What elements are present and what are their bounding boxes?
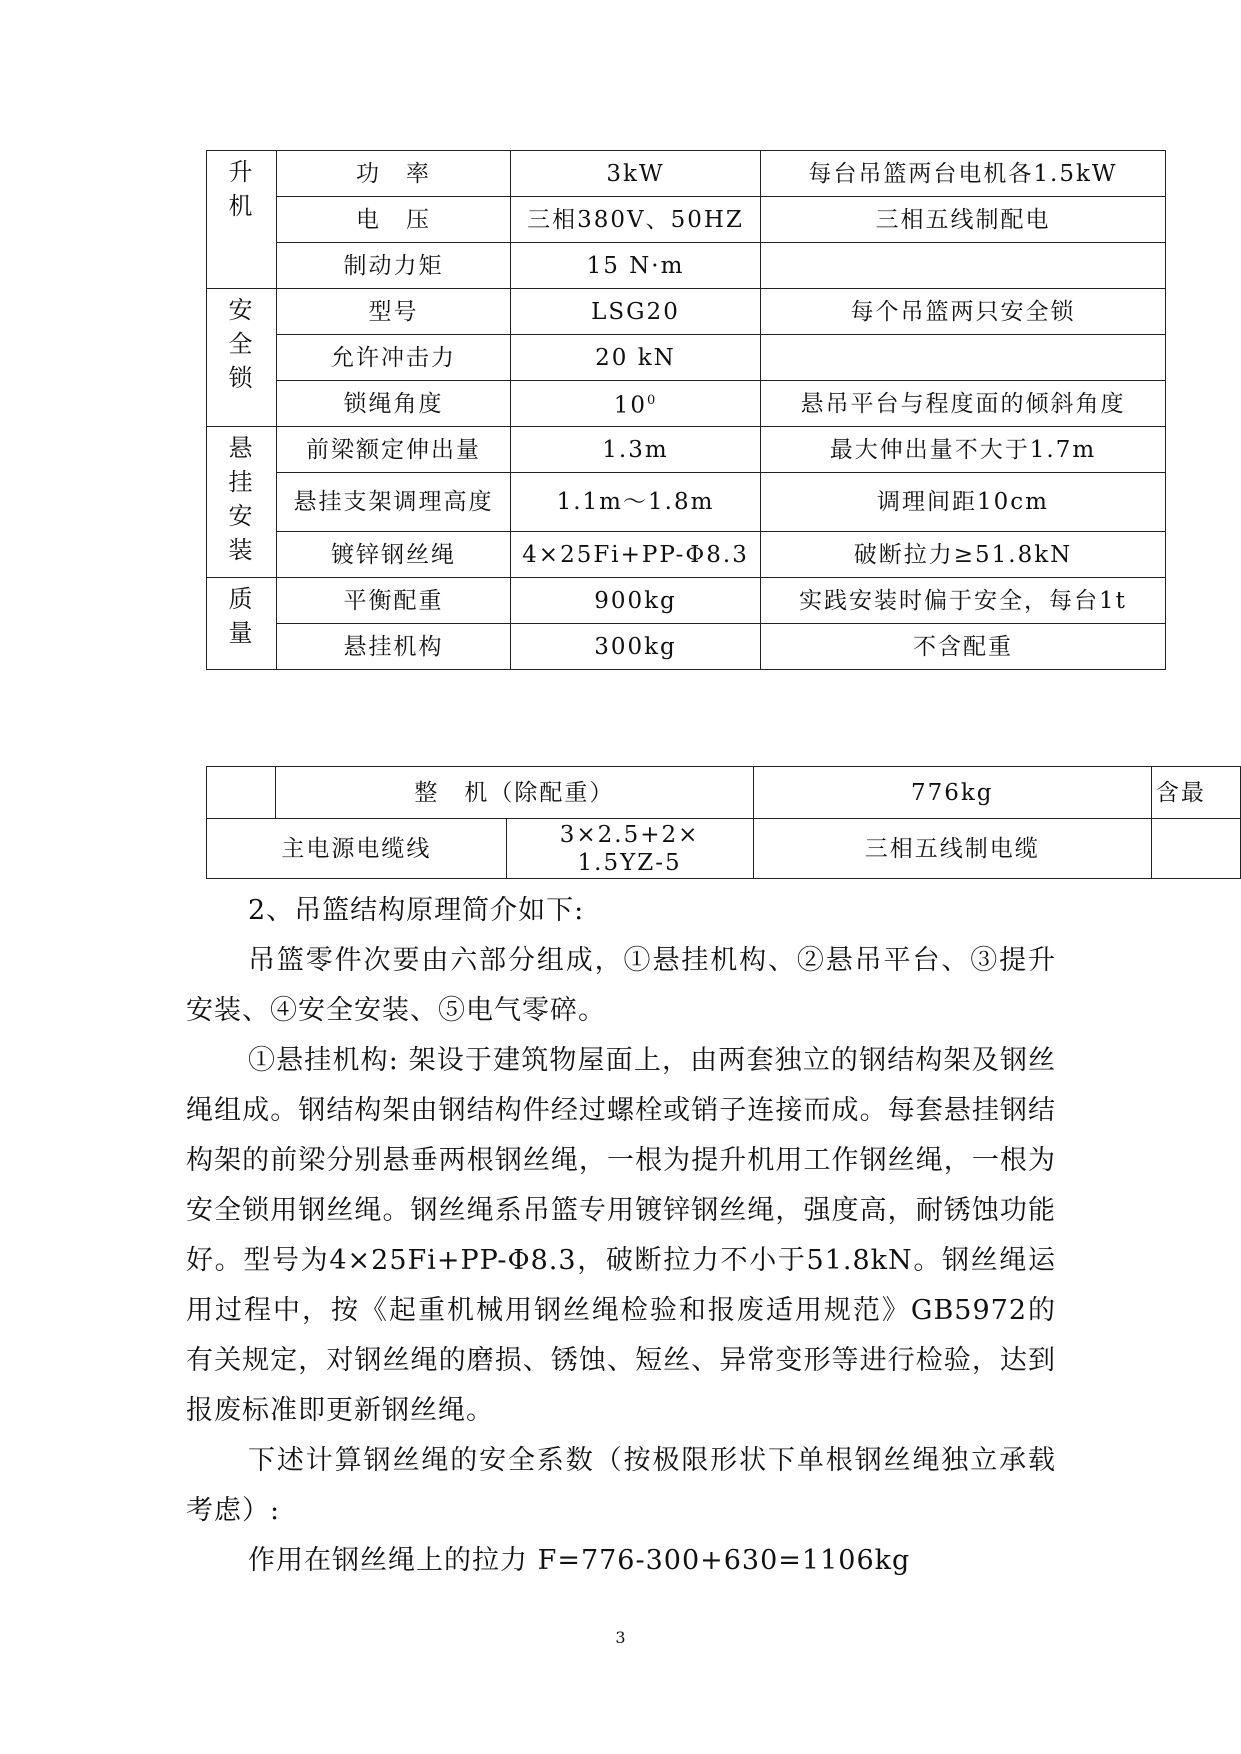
spec-value-text: 4×25Fi+PP-Φ8.3 bbox=[522, 541, 749, 568]
body-text bbox=[186, 886, 1056, 1586]
spec-value-cell bbox=[511, 427, 761, 473]
degree-superscript: 0 bbox=[647, 393, 658, 409]
spec-row bbox=[207, 578, 1166, 624]
paragraph: 作用在钢丝绳上的拉力 F=776-300+630=1106kg bbox=[248, 1545, 911, 1576]
paragraph: ①悬挂机构: 架设于建筑物屋面上，由两套独立的钢结构架及钢丝绳组成。钢结构架由钢结构件经过螺栓或销子连接而成。每套悬挂钢结构架的前梁分别悬垂两根钢丝绳，一根为提升机用工作钢丝绳，一根为安全锁用钢丝绳。钢丝绳系吊篮专用镀锌钢丝绳，强度高，耐锈蚀功能好。型号为4×25Fi+PP-Φ8.3，破断拉力不小于51.8kN。钢丝绳运用过程中，按《起重机械用钢丝绳检验和报废适用规范》GB5972的有关规定，对钢丝绳的磨损、锈蚀、短丝、异常变形等进行检验，达到报废标准即更新钢丝绳。 bbox=[186, 1045, 1056, 1426]
spec-value-text: 3kW bbox=[606, 160, 665, 187]
extra-value-cell: 776kg bbox=[753, 767, 1151, 819]
spec-row bbox=[207, 197, 1166, 243]
spec-note-cell: 三相五线制配电 bbox=[761, 197, 1166, 243]
paragraph: 吊篮零件次要由六部分组成，①悬挂机构、②悬吊平台、③提升安装、④安全安装、⑤电气零碎。 bbox=[186, 945, 1056, 1026]
spec-table-body bbox=[207, 151, 1166, 670]
spec-value-cell bbox=[511, 473, 761, 532]
extra-note-cell: 三相五线制电缆 bbox=[753, 819, 1151, 879]
spec-item-cell: 锁绳角度 bbox=[277, 381, 511, 427]
spec-note-cell: 悬吊平台与程度面的倾斜角度 bbox=[761, 381, 1166, 427]
spec-value-cell bbox=[511, 289, 761, 335]
spec-row bbox=[207, 151, 1166, 197]
spec-item-cell: 电 压 bbox=[277, 197, 511, 243]
spec-item-cell: 悬挂支架调理高度 bbox=[277, 473, 511, 532]
spec-item-cell: 型号 bbox=[277, 289, 511, 335]
extra-table bbox=[206, 766, 1241, 879]
spec-value-text: 10 bbox=[613, 392, 647, 419]
spec-value-text: 三相380V、50HZ bbox=[527, 206, 744, 233]
extra-note-cell: 含最 bbox=[1151, 767, 1240, 819]
extra-item-cell: 整 机（除配重） bbox=[276, 767, 753, 819]
spec-value-cell bbox=[511, 151, 761, 197]
spec-value-text: 300kg bbox=[594, 633, 677, 660]
spec-value-text: 900kg bbox=[594, 587, 677, 614]
spec-row bbox=[207, 473, 1166, 532]
spec-row bbox=[207, 624, 1166, 670]
spec-item-cell: 悬挂机构 bbox=[277, 624, 511, 670]
spec-row bbox=[207, 335, 1166, 381]
spec-note-cell: 每台吊篮两台电机各1.5kW bbox=[761, 151, 1166, 197]
spec-value-cell bbox=[511, 335, 761, 381]
spec-value-cell bbox=[511, 578, 761, 624]
spec-item-cell: 功 率 bbox=[277, 151, 511, 197]
paragraph: 下述计算钢丝绳的安全系数（按极限形状下单根钢丝绳独立承载考虑）: bbox=[186, 1445, 1056, 1526]
extra-table-wrap bbox=[206, 766, 1241, 886]
spec-item-cell: 前梁额定伸出量 bbox=[277, 427, 511, 473]
spec-row bbox=[207, 427, 1166, 473]
spec-value-text: LSG20 bbox=[591, 298, 680, 325]
spec-value-cell bbox=[511, 532, 761, 578]
extra-item-cell: 主电源电缆线 bbox=[207, 819, 507, 879]
page-number: 3 bbox=[615, 1628, 626, 1647]
spec-item-cell: 镀锌钢丝绳 bbox=[277, 532, 511, 578]
spec-value-cell bbox=[511, 197, 761, 243]
spec-note-cell: 不含配重 bbox=[761, 624, 1166, 670]
extra-value-line: 1.5YZ-5 bbox=[577, 849, 682, 876]
spec-note-cell bbox=[761, 335, 1166, 381]
spec-item-cell: 平衡配重 bbox=[277, 578, 511, 624]
spec-item-cell: 允许冲击力 bbox=[277, 335, 511, 381]
spec-row bbox=[207, 243, 1166, 289]
spec-value-text: 20 kN bbox=[595, 344, 676, 371]
spec-note-cell: 调理间距10cm bbox=[761, 473, 1166, 532]
spec-group-label: 质 量 bbox=[207, 578, 277, 670]
spec-group-label: 悬 挂 安 装 bbox=[207, 427, 277, 578]
spec-table bbox=[206, 150, 1166, 670]
spec-item-cell: 制动力矩 bbox=[277, 243, 511, 289]
spec-row bbox=[207, 381, 1166, 427]
extra-empty-cell bbox=[1151, 819, 1240, 879]
spec-group-label: 升 机 bbox=[207, 151, 277, 289]
spec-value-text: 1.3m bbox=[602, 436, 669, 463]
extra-value-cell bbox=[506, 819, 753, 879]
spec-value-cell bbox=[511, 624, 761, 670]
spec-note-cell: 破断拉力≥51.8kN bbox=[761, 532, 1166, 578]
paragraph: 2、吊篮结构原理简介如下: bbox=[248, 895, 585, 926]
spec-value-text: 1.1m～1.8m bbox=[556, 489, 715, 515]
extra-empty-cell bbox=[207, 767, 276, 819]
spec-note-cell bbox=[761, 243, 1166, 289]
spec-value-cell bbox=[511, 243, 761, 289]
extra-value-line: 3×2.5+2× bbox=[559, 821, 700, 848]
spec-row bbox=[207, 289, 1166, 335]
spec-value-text: 15 N·m bbox=[586, 252, 685, 279]
extra-row-machine bbox=[207, 767, 1241, 819]
extra-row-cable bbox=[207, 819, 1241, 879]
spec-note-cell: 实践安装时偏于安全，每台1t bbox=[761, 578, 1166, 624]
spec-value-cell bbox=[511, 381, 761, 427]
spec-group-label: 安 全 锁 bbox=[207, 289, 277, 427]
spec-row bbox=[207, 532, 1166, 578]
spec-note-cell: 最大伸出量不大于1.7m bbox=[761, 427, 1166, 473]
spec-note-cell: 每个吊篮两只安全锁 bbox=[761, 289, 1166, 335]
